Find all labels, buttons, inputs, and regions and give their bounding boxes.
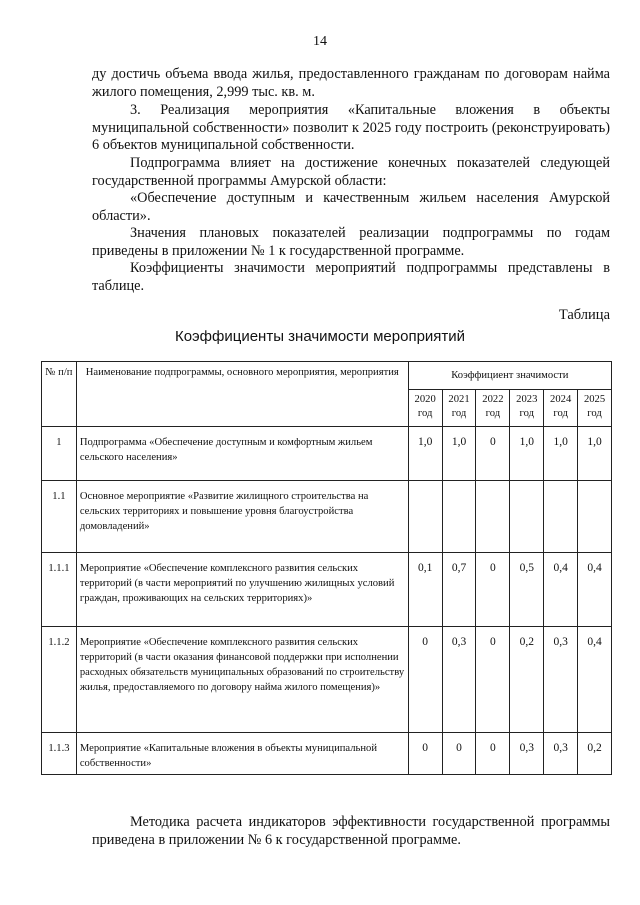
row-value-2022: 0 [476, 553, 510, 627]
row-value-2024: 1,0 [544, 427, 578, 481]
coefficients-table [41, 361, 612, 775]
page-number: 14 [313, 34, 327, 49]
row-value-2023: 0,5 [510, 553, 544, 627]
row-num: 1.1.3 [42, 733, 77, 775]
row-value-2025: 0,2 [578, 733, 612, 775]
table-header-row [42, 362, 612, 390]
table-title: Коэффициенты значимости мероприятий [174, 328, 466, 345]
header-year-2024: 2024 год [544, 390, 578, 427]
row-value-2025: 0,4 [578, 553, 612, 627]
paragraph-6: Коэффициенты значимости мероприятий подпрограммы представлены в таблице. [92, 260, 610, 294]
row-value-2022: 0 [476, 733, 510, 775]
row-name-text: Мероприятие «Капитальные вложения в объекты муниципальной собственности» [79, 743, 377, 769]
table-row [42, 553, 612, 627]
row-num: 1.1.2 [42, 627, 77, 733]
row-name-text: Подпрограмма «Обеспечение доступным и комфортным жильем сельского населения» [79, 437, 373, 463]
table-row [42, 481, 612, 553]
row-value-2021: 0,7 [442, 553, 476, 627]
header-coefficient: Коэффициент значимости [408, 362, 611, 390]
row-name-text: Основное мероприятие «Развитие жилищного строительства на сельских территориях и повышение уровня благоустройства домовладений» [79, 491, 369, 532]
header-name: Наименование подпрограммы, основного мероприятия, мероприятия [76, 362, 408, 427]
row-name [76, 733, 408, 775]
row-num: 1.1.1 [42, 553, 77, 627]
row-value-2023: 0,3 [510, 733, 544, 775]
paragraph-4: «Обеспечение доступным и качественным жильем населения Амурской области». [92, 190, 610, 224]
row-num: 1.1 [42, 481, 77, 553]
row-value-2020: 0 [408, 733, 442, 775]
row-value-2020: 1,0 [408, 427, 442, 481]
row-value-2022: 0 [476, 427, 510, 481]
row-value-2024: 0,3 [544, 733, 578, 775]
header-year-2021: 2021 год [442, 390, 476, 427]
header-year-2025: 2025 год [578, 390, 612, 427]
row-value-2023: 0,2 [510, 627, 544, 733]
paragraph-1: ду достичь объема ввода жилья, предоставленного гражданам по договорам найма жилого помещения, 2,999 тыс. кв. м. [92, 66, 610, 100]
row-value-2022 [476, 481, 510, 553]
table-row [42, 733, 612, 775]
table-row [42, 627, 612, 733]
table-row [42, 427, 612, 481]
header-num: № п/п [42, 362, 77, 427]
row-value-2024: 0,3 [544, 627, 578, 733]
header-year-2022: 2022 год [476, 390, 510, 427]
row-name-text: Мероприятие «Обеспечение комплексного развития сельских территорий (в части оказания финансовой поддержки при исполнении расходных обязательств муниципальных образований по строительству жилья, предоставляемого по договору найма жилого помещения)» [79, 637, 405, 693]
row-name-text: Мероприятие «Обеспечение комплексного развития сельских территорий (в части мероприятий по улучшению жилищных условий граждан, проживающих на сельских территориях)» [79, 563, 395, 604]
row-value-2023 [510, 481, 544, 553]
row-value-2023: 1,0 [510, 427, 544, 481]
row-value-2021 [442, 481, 476, 553]
row-value-2021: 0,3 [442, 627, 476, 733]
row-value-2022: 0 [476, 627, 510, 733]
row-value-2024 [544, 481, 578, 553]
paragraph-3: Подпрограмма влияет на достижение конечных показателей следующей государственной программы Амурской области: [92, 155, 610, 189]
paragraph-2: 3. Реализация мероприятия «Капитальные вложения в объекты муниципальной собственности» позволит к 2025 году построить (реконструировать) 6 объектов муниципальной собственности. [92, 102, 610, 154]
row-value-2021: 0 [442, 733, 476, 775]
row-value-2025: 1,0 [578, 427, 612, 481]
row-value-2020: 0 [408, 627, 442, 733]
row-name [76, 427, 408, 481]
table-label: Таблица [558, 307, 610, 323]
paragraph-5: Значения плановых показателей реализации подпрограммы по годам приведены в приложении № 1 к государственной программе. [92, 225, 610, 259]
footer-paragraph: Методика расчета индикаторов эффективности государственной программы приведена в приложении № 6 к государственной программе. [92, 814, 610, 848]
row-num: 1 [42, 427, 77, 481]
header-year-2020: 2020 год [408, 390, 442, 427]
row-name [76, 627, 408, 733]
row-value-2025: 0,4 [578, 627, 612, 733]
row-value-2020 [408, 481, 442, 553]
header-year-2023: 2023 год [510, 390, 544, 427]
row-name [76, 553, 408, 627]
row-value-2020: 0,1 [408, 553, 442, 627]
row-value-2021: 1,0 [442, 427, 476, 481]
row-value-2025 [578, 481, 612, 553]
row-name [76, 481, 408, 553]
row-value-2024: 0,4 [544, 553, 578, 627]
